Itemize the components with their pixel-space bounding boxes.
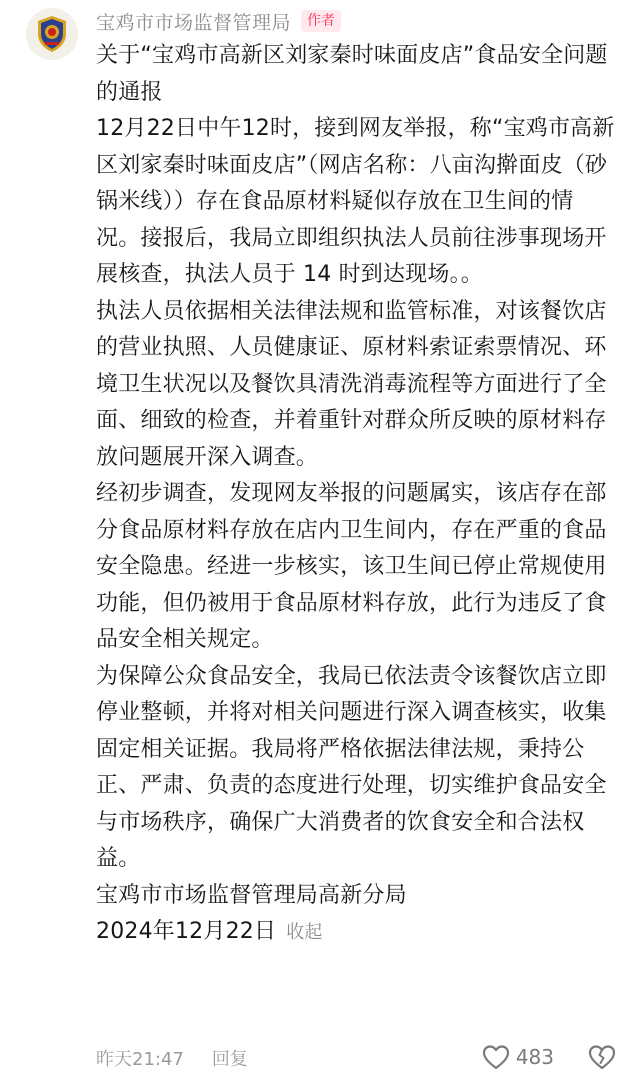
broken-heart-icon [588,1044,616,1070]
author-badge: 作者 [301,10,341,32]
comment-footer [96,1043,248,1073]
post-paragraph: 为保障公众食品安全，我局已依法责令该餐饮店立即停业整顿，并将对相关问题进行深入调查核实，收集固定相关证据。我局将严格依据法律法规，秉持公正、严肃、负责的态度进行处理，切实维护食品安全与市场秩序，确保广大消费者的饮食安全和合法权益。 [96,663,607,871]
author-name[interactable]: 宝鸡市市场监督管理局 [96,11,292,34]
post-date: 2024年12月22日 [96,919,277,944]
post-content [96,38,616,952]
comment-time: 昨天21:47 [96,1049,184,1070]
like-button[interactable] [482,1044,510,1070]
police-emblem-icon [26,8,78,60]
author-row [96,6,341,36]
heart-outline-icon [482,1044,510,1070]
comment-actions [482,1040,616,1074]
post-date-row [96,914,616,952]
post-paragraph: 执法人员依据相关法律法规和监管标准，对该餐饮店的营业执照、人员健康证、原材料索证索票情况、环境卫生状况以及餐饮具清洗消毒流程等方面进行了全面、细致的检查，并着重针对群众所反映的原材料存放问题展开深入调查。 [96,298,607,470]
post-paragraph: 12月22日中午12时，接到网友举报，称“宝鸡市高新区刘家秦时味面皮店”（网店名称：八亩沟擀面皮（砂锅米线））存在食品原材料疑似存放在卫生间的情况。接报后，我局立即组织执法人员前往涉事现场开展核查，执法人员于 14 时到达现场。。 [96,116,615,287]
reply-button[interactable]: 回复 [211,1049,248,1070]
post-paragraph: 经初步调查，发现网友举报的问题属实，该店存在部分食品原材料存放在店内卫生间内，存在严重的食品安全隐患。经进一步核实，该卫生间已停止常规使用功能，但仍被用于食品原材料存放，此行为违反了食品安全相关规定。 [96,481,607,652]
post-signature: 宝鸡市市场监督管理局高新分局 [96,882,407,908]
like-count: 483 [515,1045,554,1069]
collapse-button[interactable]: 收起 [286,922,323,943]
author-avatar[interactable] [26,8,78,60]
dislike-button[interactable] [588,1044,616,1070]
post-title: 关于“宝鸡市高新区刘家秦时味面皮店”食品安全问题的通报 [96,43,608,105]
